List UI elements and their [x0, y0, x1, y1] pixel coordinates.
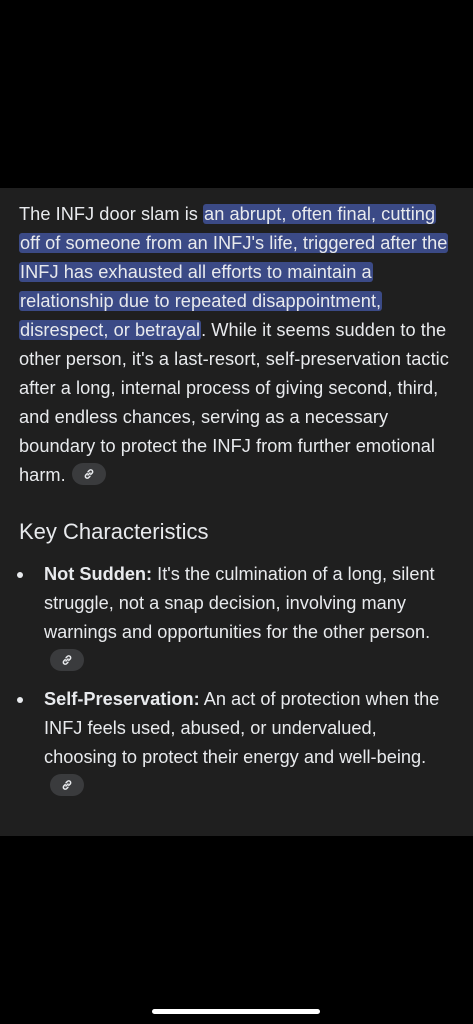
- source-link-chip[interactable]: [50, 649, 84, 671]
- intro-text-before: The INFJ door slam is: [19, 204, 204, 224]
- link-icon: [61, 654, 73, 666]
- link-icon: [61, 779, 73, 791]
- source-link-chip[interactable]: [72, 463, 106, 485]
- characteristics-list: [19, 560, 454, 801]
- section-heading: Key Characteristics: [19, 519, 209, 544]
- list-item: [19, 685, 454, 801]
- bottom-black-area: [0, 836, 473, 1024]
- intro-paragraph: [19, 200, 454, 490]
- source-link-chip[interactable]: [50, 774, 84, 796]
- home-indicator[interactable]: [152, 1009, 320, 1014]
- response-panel: [0, 188, 473, 836]
- top-black-area: [0, 0, 473, 188]
- list-item-text: It's the culmination of a long, silent struggle, not a snap decision, involving many warnings and opportunities for the other person.: [44, 564, 435, 642]
- intro-text-after: . While it seems sudden to the other person, it's a last-resort, self-preservation tactic after a long, internal process of giving second, third, and endless chances, serving as a necessary boundary to protect the INFJ from further emotional harm.: [19, 320, 449, 485]
- list-item-text: An act of protection when the INFJ feels used, abused, or undervalued, choosing to protect their energy and well-being.: [44, 689, 440, 767]
- bullet-icon: [17, 572, 23, 578]
- bullet-icon: [17, 697, 23, 703]
- intro-highlighted-text[interactable]: an abrupt, often final, cutting off of someone from an INFJ's life, triggered after the INFJ has exhausted all efforts to maintain a relationship due to repeated disappointment, disrespect, or betrayal: [20, 204, 448, 340]
- link-icon: [83, 468, 95, 480]
- list-item-term: Self-Preservation:: [44, 689, 200, 709]
- list-item: [19, 560, 454, 676]
- list-item-term: Not Sudden:: [44, 564, 153, 584]
